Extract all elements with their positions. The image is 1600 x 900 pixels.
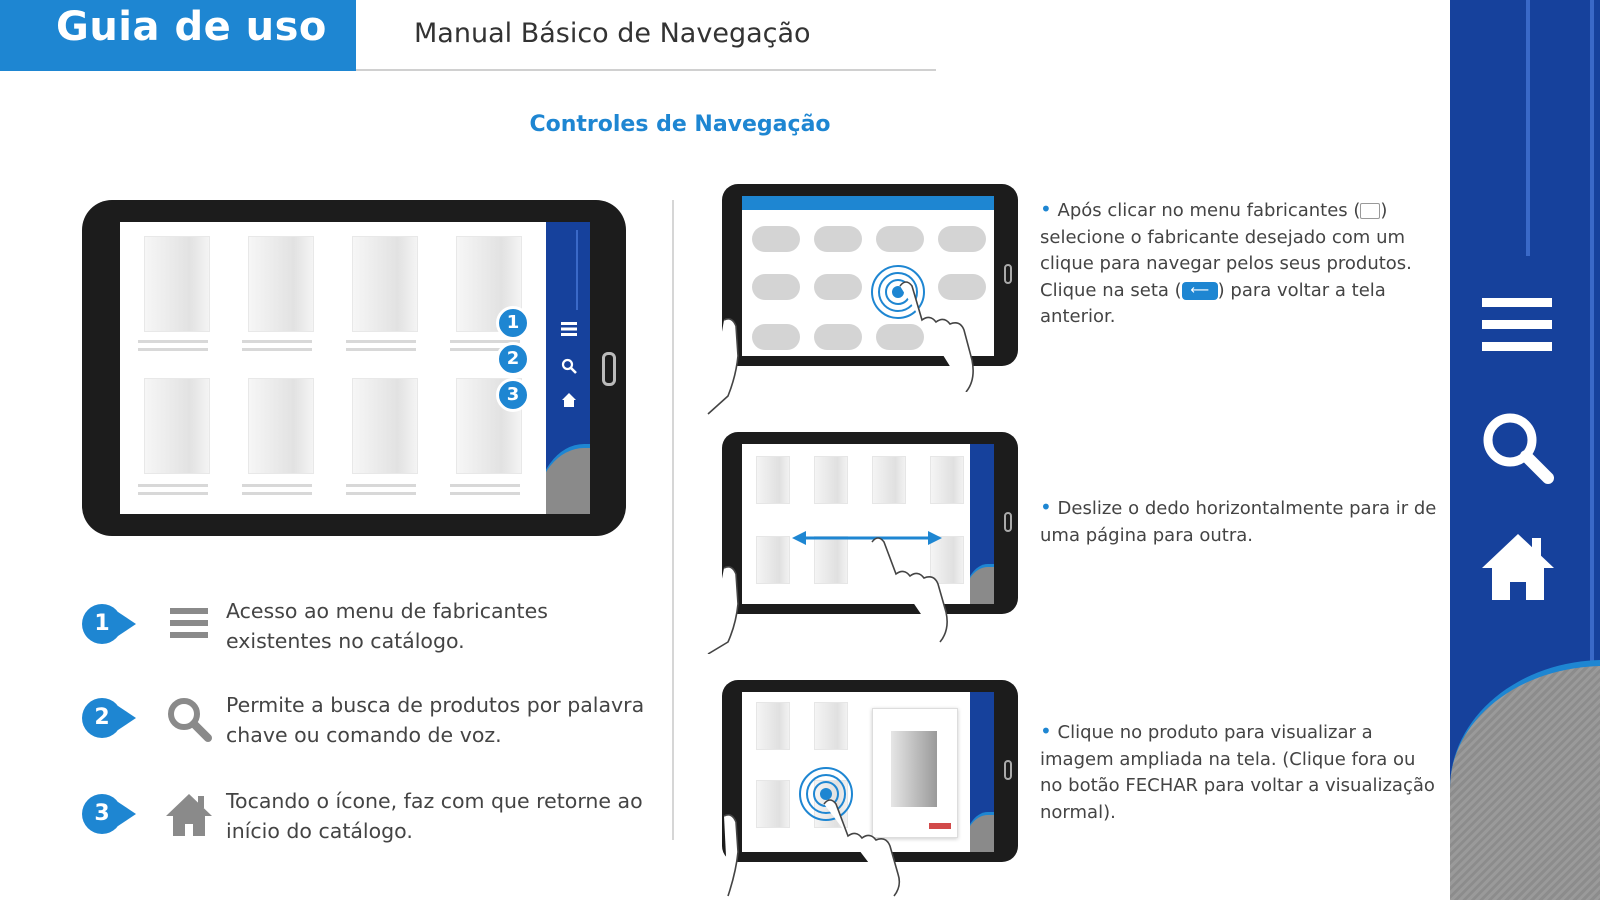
product-caption (242, 492, 312, 495)
legend-item-menu (82, 596, 642, 666)
menu-icon[interactable] (1480, 288, 1556, 364)
product-caption (346, 484, 416, 487)
back-arrow-icon: ⟵ (1182, 282, 1218, 300)
tap-ripple-icon (870, 264, 926, 320)
search-icon (164, 694, 214, 744)
product-caption (242, 340, 312, 343)
product-caption (138, 340, 208, 343)
header-divider (356, 69, 936, 71)
page-title: Guia de uso (56, 4, 327, 50)
legend-number: 3 (82, 794, 122, 834)
menu-icon (561, 322, 577, 336)
legend-number: 1 (82, 604, 122, 644)
legend-text: Permite a busca de produtos por palavra chave ou comando de voz. (226, 693, 645, 747)
step-2-description: • Deslize o dedo horizontalmente para ir de uma página para outra. (1040, 495, 1437, 546)
product-caption (346, 492, 416, 495)
home-icon[interactable] (1480, 530, 1556, 606)
step-1-description: • Após clicar no menu fabricantes ( ) selecione o fabricante desejado com um clique para navegar pelos seus produtos. Clique na seta ( ⟵ ) para voltar a tela anterior. (1040, 197, 1412, 327)
page-subtitle: Manual Básico de Navegação (414, 18, 811, 49)
product-caption (346, 348, 416, 351)
home-icon (164, 790, 214, 840)
product-caption (138, 484, 208, 487)
tablet-sidebar (546, 222, 590, 514)
search-icon (561, 358, 577, 374)
section-title: Controles de Navegação (529, 112, 831, 137)
menu-icon (164, 600, 214, 650)
tablet-home-button (602, 352, 616, 386)
product-caption (242, 484, 312, 487)
product-caption (346, 340, 416, 343)
legend-item-search (82, 690, 645, 760)
legend-number: 2 (82, 698, 122, 738)
home-icon (561, 392, 577, 408)
step-3-description: • Clique no produto para visualizar a imagem ampliada na tela. (Clique fora ou no botão FECHAR para voltar a visualização normal). (1040, 719, 1435, 823)
product-caption (450, 492, 520, 495)
product-thumb (248, 378, 314, 474)
menu-icon (1360, 203, 1380, 219)
tablet-step-3 (722, 680, 1018, 862)
callout-badge-2: 2 (496, 342, 530, 376)
product-caption (242, 348, 312, 351)
product-thumb (144, 378, 210, 474)
product-caption (138, 492, 208, 495)
swipe-arrow-icon (792, 528, 942, 548)
header-tab (0, 0, 356, 71)
product-zoom-popup (872, 708, 958, 838)
callout-badge-1: 1 (496, 306, 530, 340)
legend-item-home (82, 786, 642, 856)
product-thumb (144, 236, 210, 332)
product-caption (138, 348, 208, 351)
product-thumb (352, 236, 418, 332)
product-thumb (352, 378, 418, 474)
product-caption (450, 484, 520, 487)
product-thumb (248, 236, 314, 332)
tap-ripple-icon (798, 766, 854, 822)
tablet-step-1 (722, 184, 1018, 366)
search-icon[interactable] (1480, 410, 1556, 486)
tablet-illustration (82, 200, 626, 536)
callout-badge-3: 3 (496, 378, 530, 412)
legend-text: Acesso ao menu de fabricantes existentes no catálogo. (226, 599, 548, 653)
column-divider (672, 200, 674, 840)
tablet-step-2 (722, 432, 1018, 614)
legend-text: Tocando o ícone, faz com que retorne ao início do catálogo. (226, 789, 643, 843)
navigation-sidebar (1450, 0, 1600, 900)
